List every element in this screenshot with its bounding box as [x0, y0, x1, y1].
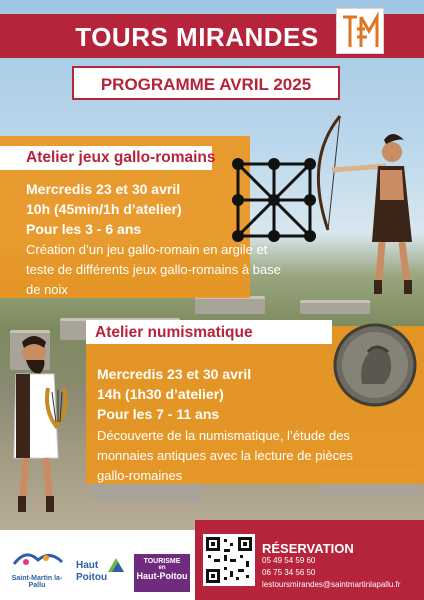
atelier-jeux-desc: Création d’un jeu gallo-romain en argile et [26, 242, 268, 257]
archer-illustration [300, 110, 424, 300]
atelier-jeux-ages: Pour les 3 - 6 ans [26, 221, 142, 237]
atelier-jeux-desc: teste de différents jeux gallo-romains à base [26, 262, 281, 277]
reservation-phone-2[interactable]: 06 75 34 56 50 [262, 568, 316, 577]
page-title: TOURS MIRANDES [75, 22, 319, 52]
reservation-email[interactable]: lestoursmirandes@saintmartinlapallu.fr [262, 580, 401, 589]
ruin-stone [300, 300, 370, 314]
saint-martin-logo [6, 548, 68, 592]
atelier-numismatique-desc: Découverte de la numismatique, l’étude des [97, 428, 350, 443]
programme-title: PROGRAMME AVRIL 2025 [100, 75, 312, 94]
atelier-jeux-date: Mercredis 23 et 30 avril [26, 181, 181, 197]
tours-mirandes-logo [336, 8, 384, 54]
ruin-stone [195, 296, 265, 314]
lyre-player-illustration [0, 330, 96, 520]
tourisme-line1: TOURISME [143, 558, 181, 565]
qr-code[interactable] [203, 534, 255, 586]
atelier-numismatique-title: Atelier numismatique [95, 324, 253, 341]
atelier-jeux-title: Atelier jeux gallo-romains [26, 149, 216, 166]
tourisme-line3: Haut-Poitou [136, 571, 188, 581]
tourisme-haut-poitou-logo [134, 554, 190, 592]
reservation-phone-1[interactable]: 05 49 54 59 60 [262, 556, 316, 565]
atelier-numismatique-time: 14h (1h30 d’atelier) [97, 386, 224, 402]
reservation-title: RÉSERVATION [262, 541, 354, 556]
atelier-numismatique-ages: Pour les 7 - 11 ans [97, 406, 220, 422]
atelier-jeux-desc: de noix [26, 282, 68, 297]
atelier-jeux-time: 10h (45min/1h d’atelier) [26, 201, 182, 217]
atelier-numismatique-date: Mercredis 23 et 30 avril [97, 366, 252, 382]
saint-martin-name: Saint-Martin la-Pallu [11, 575, 63, 589]
tourisme-line2: en [158, 565, 166, 571]
haut-poitou-name: Haut Poitou [76, 560, 108, 583]
haut-poitou-logo [76, 556, 128, 592]
programme-box [72, 66, 340, 100]
roman-coin-image [332, 322, 418, 408]
atelier-numismatique-desc: gallo-romaines [97, 468, 183, 483]
atelier-numismatique-desc: monnaies antiques avec la lecture de pièces [97, 448, 353, 463]
